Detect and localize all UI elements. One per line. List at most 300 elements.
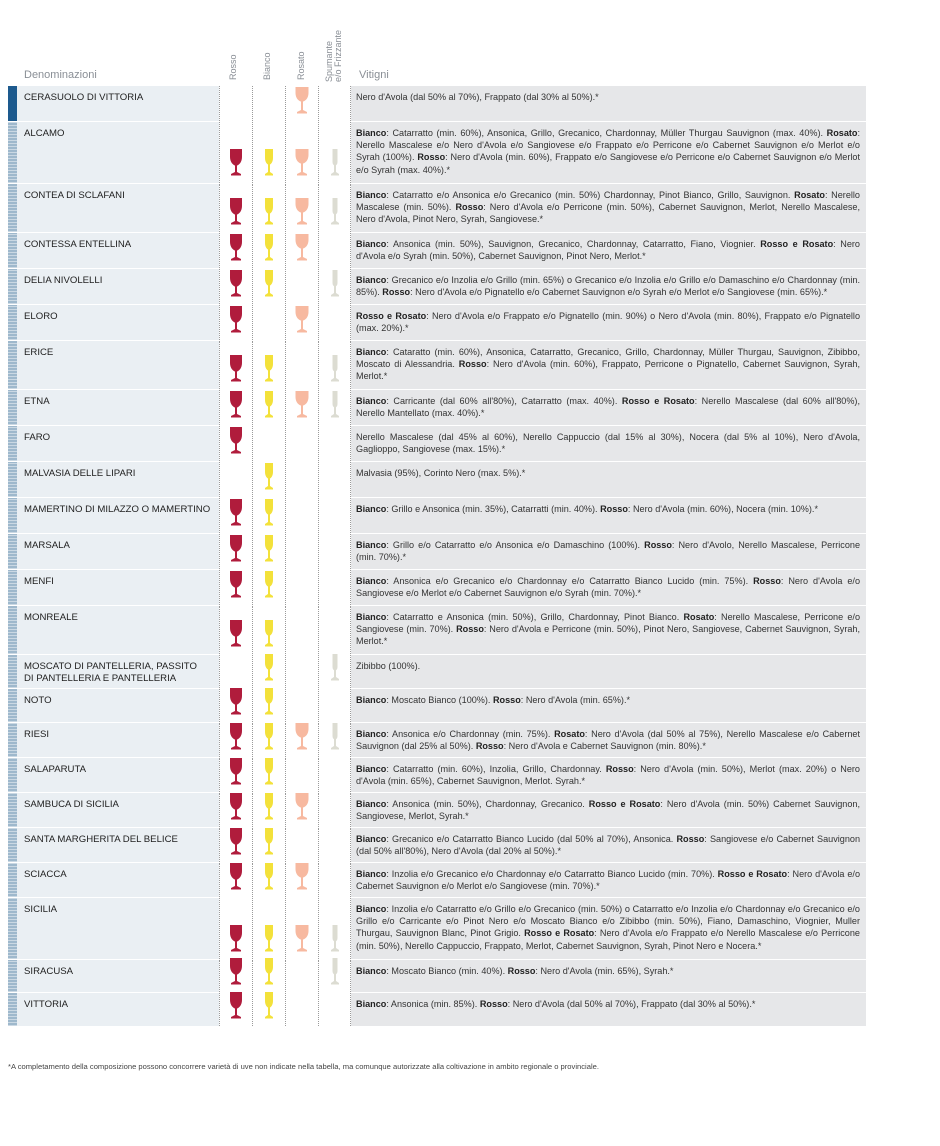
cell-rosso [219,960,252,992]
cell-bianco [252,898,285,959]
grape-text: : Ansonica e/o Grecanico e/o Chardonnay e/o Catarratto Bianco Lucido (min. 75%). [386,576,754,586]
cell-spumante [318,534,351,569]
rosso-glass-icon [229,619,243,647]
grape-text: : Nero d'Avola e/o Cabernet Sauvignon e/o Merlot e/o Sangiovese (min. 70%).* [356,869,860,892]
grape-text: : Nero d'Avola (min. 60%), Frappato, Perricone o Pignatello, Cabernet Sauvignon, Syrah, Merlot.* [356,359,860,382]
rosso-glass-icon [229,233,243,261]
wine-type-label: Rosso [458,359,487,370]
wine-type-label: Bianco [356,904,387,914]
cell-rosso [219,462,252,497]
cell-bianco [252,341,285,389]
table-row [8,570,866,606]
bianco-glass-icon [262,498,276,526]
vitigni-text [351,462,866,497]
cell-spumante [318,758,351,792]
table-row [8,758,866,793]
table-row [8,960,866,993]
cell-rosato [285,570,318,605]
rosso-glass-icon [229,792,243,820]
spumante-glass-icon [328,957,342,985]
vitigni-text [351,689,866,722]
cell-spumante [318,341,351,389]
cell-rosso [219,341,252,389]
cell-rosato [285,960,318,992]
cell-spumante [318,793,351,827]
wine-type-label: Rosato [826,128,858,138]
rosso-glass-icon [229,305,243,333]
row-accent-bar [8,723,17,757]
header-vitigni: Vitigni [359,69,389,81]
bianco-glass-icon [262,827,276,855]
grape-text: : Nero d'Avola (dal 50% al 70%), Frappato (dal 30% al 50%).* [507,999,756,1009]
cell-bianco [252,498,285,533]
cell-rosato [285,863,318,897]
denominazione-name: ETNA [17,390,219,425]
denominazione-name: VITTORIA [17,993,219,1026]
cell-rosso [219,534,252,569]
bianco-glass-icon [262,991,276,1019]
row-accent-bar [8,184,17,232]
denominazione-name: RIESI [17,723,219,757]
table-row [8,184,866,233]
cell-rosato [285,606,318,654]
table-row [8,828,866,863]
cell-spumante [318,898,351,959]
grape-text: : Nero d'Avola e Cabernet Sauvignon (min. 80%).* [503,741,706,752]
rosso-glass-icon [229,722,243,750]
cell-spumante [318,390,351,425]
bianco-glass-icon [262,619,276,647]
cell-bianco [252,723,285,757]
grape-text: : Nero d'Avola e/o Perricone (min. 50%), Cabernet Sauvignon, Merlot, Nerello Mascalese, Nero d'Avola, Pinot Nero, Syrah, Sangiovese.* [356,202,861,225]
denominazione-name: MALVASIA DELLE LIPARI [17,462,219,497]
grape-text: : Catarratto e/o Ansonica e/o Grecanico (min. 50%) Chardonnay, Pinot Bianco, Grillo, Sauvignon. [386,190,795,200]
rosso-glass-icon [229,570,243,598]
cell-rosso [219,305,252,340]
row-accent-bar [8,570,17,605]
cell-bianco [252,960,285,992]
wine-type-label: Rosso e Rosato [588,799,661,809]
grape-text: : Nerello Mascalese (min. 50%). [356,190,860,213]
cell-bianco [252,793,285,827]
grape-text: : Nero d'Avolo, Nerello Mascalese, Perricone (min. 70%).* [356,540,860,563]
table-row [8,122,866,184]
denominazione-name: MENFI [17,570,219,605]
wine-type-label: Rosso [382,287,411,298]
grape-text: Nerello Mascalese (dal 45% al 60%), Nerello Cappuccio (dal 15% al 30%), Nocera (dal 5% al 10%), Nero d'Avola, Gaglioppo, Sangiovese (max. 15%).* [356,432,860,455]
bianco-glass-icon [262,390,276,418]
grape-text: : Catarratto (min. 60%), Ansonica, Grillo, Grecanico, Chardonnay, Müller Thurgau Sauvignon (max. 40%). [386,128,827,138]
vitigni-text [351,233,866,268]
cell-spumante [318,269,351,304]
cell-bianco [252,305,285,340]
row-accent-bar [8,86,17,121]
vitigni-text [351,828,866,862]
wine-type-label: Bianco [356,239,387,249]
cell-rosato [285,758,318,792]
cell-rosato [285,122,318,183]
rosato-glass-icon [295,862,309,890]
cell-bianco [252,655,285,688]
cell-spumante [318,184,351,232]
table-row [8,390,866,426]
row-accent-bar [8,122,17,183]
wine-type-label: Rosso [600,504,628,514]
grape-text: : Nero d'Avola (dal 50% al 75%), Nerello Mascalese e/o Cabernet Sauvignon (dal 25% al 50%). [356,729,861,752]
denominazione-name: MOSCATO DI PANTELLERIA, PASSITO DI PANTELLERIA E PANTELLERIA [17,655,219,688]
table-row [8,462,866,498]
cell-bianco [252,863,285,897]
header-spumante: Spumante e/o Frizzante [324,29,343,82]
grape-text: : Nero d'Avola e/o Frappato e/o Pignatello (min. 90%) o Nero d'Avola (min. 80%), Frappato e/o Pignatello (max. 20%).* [356,311,860,334]
rosso-glass-icon [229,991,243,1019]
cell-bianco [252,570,285,605]
cell-rosato [285,390,318,425]
rosso-glass-icon [229,757,243,785]
grape-text: : Ansonica (min. 85%). [386,999,480,1009]
cell-rosato [285,689,318,722]
wine-type-label: Bianco [356,504,387,514]
cell-rosato [285,233,318,268]
rosso-glass-icon [229,827,243,855]
vitigni-text [351,305,866,340]
denominazione-name: CERASUOLO DI VITTORIA [17,86,219,121]
grape-text: : Nero d'Avola e/o Pignatello e/o Cabernet Sauvignon e/o Syrah e/o Merlot e/o Sangiovese (min. 65%).* [410,287,828,298]
row-accent-bar [8,689,17,722]
row-accent-bar [8,655,17,688]
row-accent-bar [8,426,17,461]
cell-rosato [285,898,318,959]
bianco-glass-icon [262,722,276,750]
denominazione-name: FARO [17,426,219,461]
spumante-glass-icon [328,354,342,382]
wine-type-label: Rosso [507,966,536,976]
cell-spumante [318,462,351,497]
grape-text: : Ansonica e/o Chardonnay (min. 75%). [386,729,555,739]
vitigni-text [351,390,866,425]
bianco-glass-icon [262,354,276,382]
table-row [8,305,866,341]
spumante-glass-icon [328,390,342,418]
cell-rosato [285,534,318,569]
row-accent-bar [8,269,17,304]
grape-text: : Nero d'Avola (min. 60%), Nocera (min. 10%).* [627,504,818,514]
grape-text: : Nerello Mascalese e/o Nero d'Avola e/o Sangiovese e/o Frappato e/o Perricone e/o Cabernet Sauvignon e/o Merlot e/o Syrah (100%). [356,128,860,163]
cell-bianco [252,606,285,654]
rosato-glass-icon [295,390,309,418]
rosso-glass-icon [229,862,243,890]
wine-type-label: Bianco [356,612,387,622]
grape-text: Zibibbo (100%). [356,661,421,671]
wine-type-label: Rosso [475,741,504,752]
grape-text: : Nero d'Avola e/o Syrah (min. 50%), Cabernet Sauvignon, Pinot Nero, Merlot.* [356,239,860,262]
denominazione-name: SICILIA [17,898,219,959]
denominazione-name: ERICE [17,341,219,389]
cell-rosso [219,793,252,827]
row-accent-bar [8,606,17,654]
cell-spumante [318,305,351,340]
cell-rosso [219,606,252,654]
cell-rosato [285,184,318,232]
cell-rosso [219,86,252,121]
vitigni-text [351,793,866,827]
vitigni-text [351,184,866,232]
cell-rosato [285,269,318,304]
header-bianco: Bianco [262,52,272,80]
wine-type-label: Bianco [356,764,387,774]
table-row [8,341,866,390]
bianco-glass-icon [262,233,276,261]
wine-type-label: Rosato [794,190,825,200]
cell-rosso [219,863,252,897]
wine-type-label: Rosato [554,729,585,739]
cell-rosso [219,269,252,304]
cell-rosato [285,993,318,1026]
row-accent-bar [8,758,17,792]
wine-type-label: Bianco [356,347,387,357]
vitigni-text [351,122,866,183]
bianco-glass-icon [262,792,276,820]
cell-bianco [252,758,285,792]
denominazione-name: DELIA NIVOLELLI [17,269,219,304]
row-accent-bar [8,993,17,1026]
cell-rosato [285,305,318,340]
row-accent-bar [8,305,17,340]
grape-text: : Grillo e/o Catarratto e/o Ansonica e/o Damaschino (100%). [386,540,645,550]
grape-text: : Nero d'Avola e Perricone (min. 50%), Pinot Nero, Sangiovese, Cabernet Sauvignon, Syrah, Merlot.* [356,624,860,647]
wine-type-label: Bianco [356,275,387,285]
rosso-glass-icon [229,957,243,985]
rosato-glass-icon [295,148,309,176]
spumante-glass-icon [328,722,342,750]
wine-type-label: Rosso [456,624,484,635]
rosato-glass-icon [295,197,309,225]
bianco-glass-icon [262,653,276,681]
rosato-glass-icon [295,86,309,114]
table-row [8,498,866,534]
cell-rosso [219,498,252,533]
grape-text: : Grecanico e/o Catarratto Bianco Lucido (dal 50% al 70%), Ansonica. [386,834,677,844]
row-accent-bar [8,793,17,827]
bianco-glass-icon [262,687,276,715]
rosato-glass-icon [295,305,309,333]
cell-bianco [252,269,285,304]
grape-text: : Nero d'Avola (min. 65%).* [520,695,631,705]
footnote: *A completamento della composizione possono concorrere varietà di uve non indicate nella tabella, ma comunque autorizzate alla coltivazione in ambito regionale o provinciale. [8,1062,599,1071]
grape-text: : Catarratto e Ansonica (min. 50%), Grillo, Chardonnay, Pinot Bianco. [386,612,684,622]
grape-text: : Nerello Mascalese (dal 60% all'80%), Nerello Mantellato (max. 40%).* [356,396,860,419]
wine-type-label: Bianco [356,540,387,550]
grape-text: : Nero d'Avola (min. 50%), Merlot (max. 20%) o Nero d'Avola (min. 65%), Cabernet Sauvignon, Merlot. Syrah.* [356,764,860,787]
denominazione-name: ELORO [17,305,219,340]
rosato-glass-icon [295,233,309,261]
bianco-glass-icon [262,534,276,562]
wine-type-label: Rosso [676,834,705,844]
cell-bianco [252,993,285,1026]
cell-rosso [219,898,252,959]
table-row [8,863,866,898]
cell-spumante [318,606,351,654]
rosso-glass-icon [229,534,243,562]
cell-rosso [219,723,252,757]
rosso-glass-icon [229,269,243,297]
bianco-glass-icon [262,862,276,890]
rosso-glass-icon [229,924,243,952]
grape-text: : Grillo e Ansonica (min. 35%), Catarratti (min. 40%). [386,504,601,514]
wine-table [8,86,866,1027]
spumante-glass-icon [328,269,342,297]
wine-type-label: Bianco [356,695,387,705]
wine-type-label: Bianco [356,729,387,739]
rosso-glass-icon [229,390,243,418]
cell-rosato [285,828,318,862]
cell-spumante [318,723,351,757]
cell-rosso [219,689,252,722]
vitigni-text [351,993,866,1026]
grape-text: Nero d'Avola (dal 50% al 70%), Frappato (dal 30% al 50%).* [356,92,599,102]
vitigni-text [351,341,866,389]
cell-rosato [285,426,318,461]
cell-spumante [318,233,351,268]
spumante-glass-icon [328,197,342,225]
grape-text: : Moscato Bianco (min. 40%). [386,966,508,976]
grape-text: : Cataratto (min. 60%), Ansonica, Catarratto, Grecanico, Grillo, Chardonnay, Müller Thurgau, Sauvignon, Zibibbo, Moscato di Alessandria. [356,347,860,370]
row-accent-bar [8,863,17,897]
denominazione-name: MARSALA [17,534,219,569]
table-row [8,233,866,269]
wine-type-label: Bianco [356,799,387,809]
vitigni-text [351,655,866,688]
grape-text: : Nero d'Avola (min. 60%), Frappato e/o Sangiovese e/o Perricone e/o Cabernet Sauvignon e/o Merlot e/o Syrah (max. 40%).* [356,152,860,175]
wine-type-label: Rosso e Rosato [356,311,427,321]
wine-type-label: Rosso [479,999,508,1009]
rosato-glass-icon [295,722,309,750]
grape-text: : Inzolia e/o Grecanico e/o Chardonnay e/o Catarratto Bianco Lucido (min. 70%). [386,869,718,879]
bianco-glass-icon [262,957,276,985]
cell-bianco [252,86,285,121]
vitigni-text [351,570,866,605]
rosso-glass-icon [229,426,243,454]
row-accent-bar [8,390,17,425]
table-row [8,86,866,122]
wine-type-label: Rosso [492,695,521,705]
wine-type-label: Rosso e Rosato [621,396,695,406]
cell-bianco [252,184,285,232]
bianco-glass-icon [262,462,276,490]
table-row [8,898,866,960]
cell-rosato [285,655,318,688]
vitigni-text [351,898,866,959]
cell-spumante [318,863,351,897]
wine-type-label: Rosso e Rosato [524,928,595,939]
cell-rosso [219,426,252,461]
grape-text: : Carricante (dal 60% all'80%), Catarratto (max. 40%). [386,396,622,406]
table-row [8,723,866,758]
grape-text: : Ansonica (min. 50%), Chardonnay, Grecanico. [386,799,589,809]
wine-type-label: Bianco [356,869,387,879]
cell-spumante [318,570,351,605]
cell-rosato [285,793,318,827]
rosso-glass-icon [229,197,243,225]
wine-type-label: Bianco [356,966,387,976]
vitigni-text [351,723,866,757]
table-row [8,426,866,462]
grape-text: : Catarratto (min. 60%), Inzolia, Grillo, Chardonnay. [386,764,606,774]
cell-rosso [219,184,252,232]
wine-type-label: Rosso [455,202,484,213]
table-row [8,655,866,689]
header-rosato: Rosato [296,51,306,80]
vitigni-text [351,269,866,304]
bianco-glass-icon [262,269,276,297]
cell-rosato [285,498,318,533]
table-row [8,606,866,655]
bianco-glass-icon [262,148,276,176]
spumante-glass-icon [328,924,342,952]
row-accent-bar [8,341,17,389]
table-row [8,689,866,723]
vitigni-text [351,863,866,897]
grape-text: : Nero d'Avola (min. 50%) Cabernet Sauvignon, Sangiovese, Merlot, Syrah.* [356,799,860,822]
cell-rosso [219,390,252,425]
denominazione-name: CONTESSA ENTELLINA [17,233,219,268]
vitigni-text [351,498,866,533]
grape-text: : Nero d'Avola e/o Sangiovese e/o Merlot e/o Cabernet Sauvignon e/o Syrah (min. 70%).* [356,576,860,599]
cell-bianco [252,534,285,569]
grape-text: : Nerello Mascalese, Perricone e/o Sangiovese (min. 70%). [356,612,861,635]
row-accent-bar [8,960,17,992]
table-row [8,793,866,828]
wine-type-label: Rosso [753,576,781,586]
cell-bianco [252,828,285,862]
header-denominazioni: Denominazioni [24,69,97,81]
grape-text: : Inzolia e/o Catarratto e/o Grillo e/o Grecanico (min. 50%) o Catarratto e/o Inzolia e/o Chardonnay e/o Grecanico e/o Grillo e/o Carricante e/o Pinot Nero e/o Moscato Bianco e/o Zibibbo (min. 50%), Fiano, Damaschino, Viognier, Muller Thurgau, Sauvignon Blanc, Pinot Grigio. [356,904,860,939]
grape-text: : Nero d'Avola e/o Frappato e/o Nerello Mascalese e/o Perricone (min. 50%), Nerello Cappuccio, Frappato, Merlot, Cabernet Sauvignon, Syrah, Pinot Nero e Nocera.* [356,928,860,951]
grape-text: : Sangiovese e/o Cabernet Sauvignon (dal 50% all'80%), Nero d'Avola (dal 20% al 50%).* [356,834,860,857]
spumante-glass-icon [328,653,342,681]
denominazione-name: ALCAMO [17,122,219,183]
wine-type-label: Bianco [356,128,387,138]
wine-type-label: Rosso e Rosato [760,239,834,249]
wine-type-label: Rosso e Rosato [717,869,788,879]
denominazione-name: CONTEA DI SCLAFANI [17,184,219,232]
grape-text: : Moscato Bianco (100%). [386,695,493,705]
grape-text: : Nero d'Avola (min. 65%), Syrah.* [535,966,674,976]
denominazione-name: SIRACUSA [17,960,219,992]
rosso-glass-icon [229,354,243,382]
cell-rosso [219,122,252,183]
grape-text: : Grecanico e/o Inzolia e/o Grillo (min. 65%) o Grecanico e/o Inzolia e/o Grillo e/o Damaschino e/o Chardonnay (min. 85%). [356,275,860,298]
cell-spumante [318,86,351,121]
cell-spumante [318,426,351,461]
cell-spumante [318,993,351,1026]
cell-bianco [252,390,285,425]
cell-rosato [285,86,318,121]
cell-bianco [252,233,285,268]
cell-spumante [318,689,351,722]
denominazione-name: MAMERTINO DI MILAZZO O MAMERTINO [17,498,219,533]
vitigni-text [351,426,866,461]
cell-spumante [318,122,351,183]
cell-rosato [285,462,318,497]
cell-rosso [219,758,252,792]
wine-type-label: Rosso [644,540,672,550]
grape-text: : Ansonica (min. 50%), Sauvignon, Grecanico, Chardonnay, Catarratto, Fiano, Viognier. [386,239,761,249]
table-row [8,269,866,305]
bianco-glass-icon [262,924,276,952]
wine-type-label: Bianco [356,576,387,586]
cell-spumante [318,655,351,688]
